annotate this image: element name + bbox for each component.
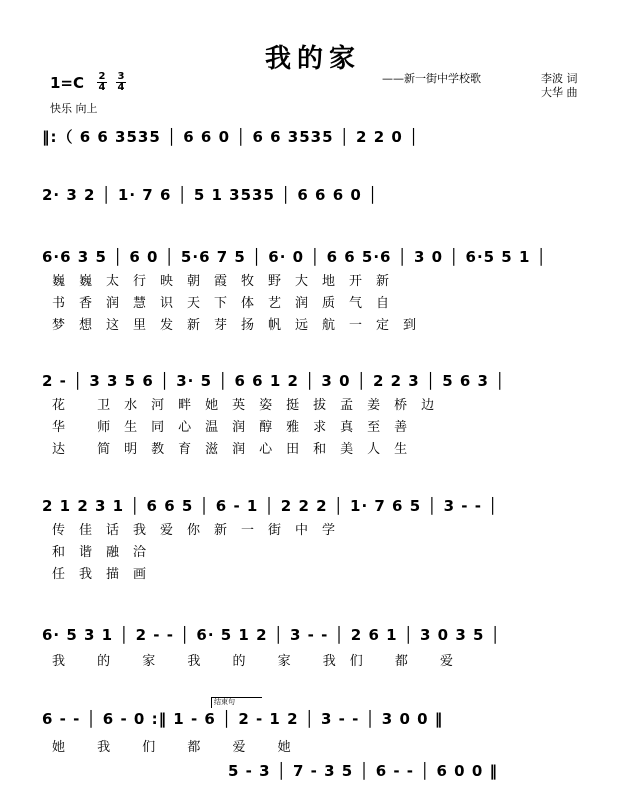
tempo-marking: 快乐 向上	[50, 102, 98, 115]
composer: 大华 曲	[541, 86, 578, 99]
page-title: 我的家	[264, 44, 361, 74]
lyric-verse-3: 达 简明教育滋润心田和美人生	[52, 442, 422, 457]
notes-line: 2· 3 2 │ 1· 7 6 │ 5 1 3535 │ 6 6 6 0 │	[42, 186, 379, 204]
notes-line: 6 - - │ 6 - 0 :‖ 1 - 6 │ 2 - 1 2 │ 3 - - │ 3 0 0 ‖	[42, 710, 444, 728]
lyric-verse-2: 华 师生同心温润醇雅求真至善	[52, 420, 422, 435]
subtitle: ——新一街中学校歌	[382, 72, 481, 85]
time-signature-1	[96, 72, 108, 93]
lyric-verse-3: 任我描画	[52, 567, 161, 582]
time-sig-1-bottom: 4	[98, 82, 106, 93]
lyric-verse-1: 传佳话我爱你新一街中学	[52, 523, 350, 538]
key-signature: 1=C	[50, 74, 85, 92]
lyric-verse-1: 巍巍太行映朝霞牧野大地开新	[52, 274, 404, 289]
lyric-verse-2: 和谐融洽	[52, 545, 161, 560]
notes-line: ‖:（ 6 6 3535 │ 6 6 0 │ 6 6 3535 │ 2 2 0 │	[42, 128, 420, 146]
notes-line: 2 - │ 3 3 5 6 │ 3· 5 │ 6 6 1 2 │ 3 0 │ 2 2 3 │ 5 6 3 │	[42, 372, 506, 390]
lyric-verse-1: 花 卫水河畔她英姿挺拔孟姜桥边	[52, 398, 449, 413]
lyric-verse-1: 我 的 家 我 的 家 我们 都 爱	[52, 654, 468, 669]
ending-phrase-box: 结束句	[211, 697, 262, 708]
notes-line: 6·6 3 5 │ 6 0 │ 5·6 7 5 │ 6· 0 │ 6 6 5·6 │ 3 0 │ 6·5 5 1 │	[42, 248, 547, 266]
lyric-verse-3: 梦想这里发新芽扬帆远航一定到	[52, 318, 431, 333]
time-signature-2	[115, 72, 127, 93]
lyric-verse-1: 她 我 们 都 爱 她	[52, 740, 305, 755]
lower-voice-notes: 5 - 3 │ 7 - 3 5 │ 6 - - │ 6 0 0 ‖	[228, 762, 498, 780]
time-sig-2-bottom: 4	[117, 82, 125, 93]
time-sig-2-top: 3	[117, 71, 125, 82]
time-sig-1-top: 2	[98, 71, 106, 82]
lyric-verse-2: 书香润慧识天下体艺润质气自	[52, 296, 404, 311]
lyricist: 李波 词	[541, 72, 578, 85]
notes-line: 2 1 2 3 1 │ 6 6 5 │ 6 - 1 │ 2 2 2 │ 1· 7 6 5 │ 3 - - │	[42, 497, 499, 515]
notes-line: 6· 5 3 1 │ 2 - - │ 6· 5 1 2 │ 3 - - │ 2 6 1 │ 3 0 3 5 │	[42, 626, 501, 644]
